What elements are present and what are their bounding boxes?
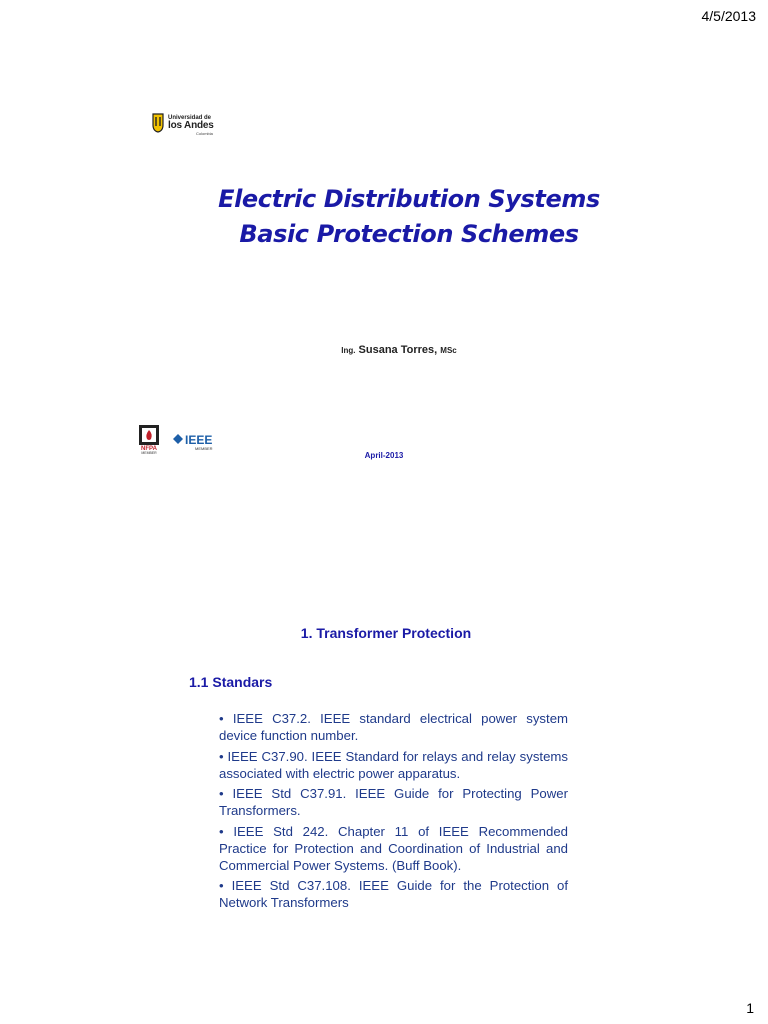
page-number: 1 [746, 1000, 754, 1016]
author-name: Susana Torres, [358, 344, 438, 356]
nfpa-member-label: MEMBER [141, 451, 157, 454]
list-item: • IEEE C37.90. IEEE Standard for relays and relay systems associated with electric power apparatus. [219, 748, 568, 782]
nfpa-label: NFPA [141, 446, 157, 452]
standards-list [219, 710, 568, 915]
list-item: • IEEE C37.2. IEEE standard electrical power system device function number. [219, 710, 568, 744]
nfpa-logo [137, 424, 163, 454]
subsection-title: 1.1 Standars [189, 674, 273, 690]
list-item: • IEEE Std C37.108. IEEE Guide for the Protection of Network Transformers [219, 877, 568, 911]
ieee-member-label: MEMBER [195, 446, 213, 451]
page-date: 4/5/2013 [701, 8, 756, 24]
slide-title-line1: Electric Distribution Systems [218, 185, 600, 213]
slide-title [0, 182, 768, 252]
slide-date [0, 451, 768, 460]
section-title: 1. Transformer Protection [300, 625, 472, 641]
university-country: Colombia [196, 131, 213, 136]
slide-title-line2: Basic Protection Schemes [239, 220, 579, 248]
author-line [0, 344, 768, 356]
slide-date-text: April-2013 [364, 451, 404, 460]
university-shield-icon [152, 113, 164, 133]
ieee-icon [173, 430, 221, 452]
author-prefix: Ing. [341, 346, 356, 355]
nfpa-icon [137, 424, 163, 454]
university-name-line2: los Andes [168, 120, 214, 131]
list-item: • IEEE Std C37.91. IEEE Guide for Protecting Power Transformers. [219, 785, 568, 819]
ieee-logo [173, 430, 221, 452]
list-item: • IEEE Std 242. Chapter 11 of IEEE Recommended Practice for Protection and Coordination of Industrial and Commercial Power Systems. (Buff Book). [219, 823, 568, 874]
ieee-label: IEEE [185, 433, 213, 447]
author-suffix: MSc [440, 346, 457, 355]
university-name-line1: Universidad de [168, 115, 212, 121]
